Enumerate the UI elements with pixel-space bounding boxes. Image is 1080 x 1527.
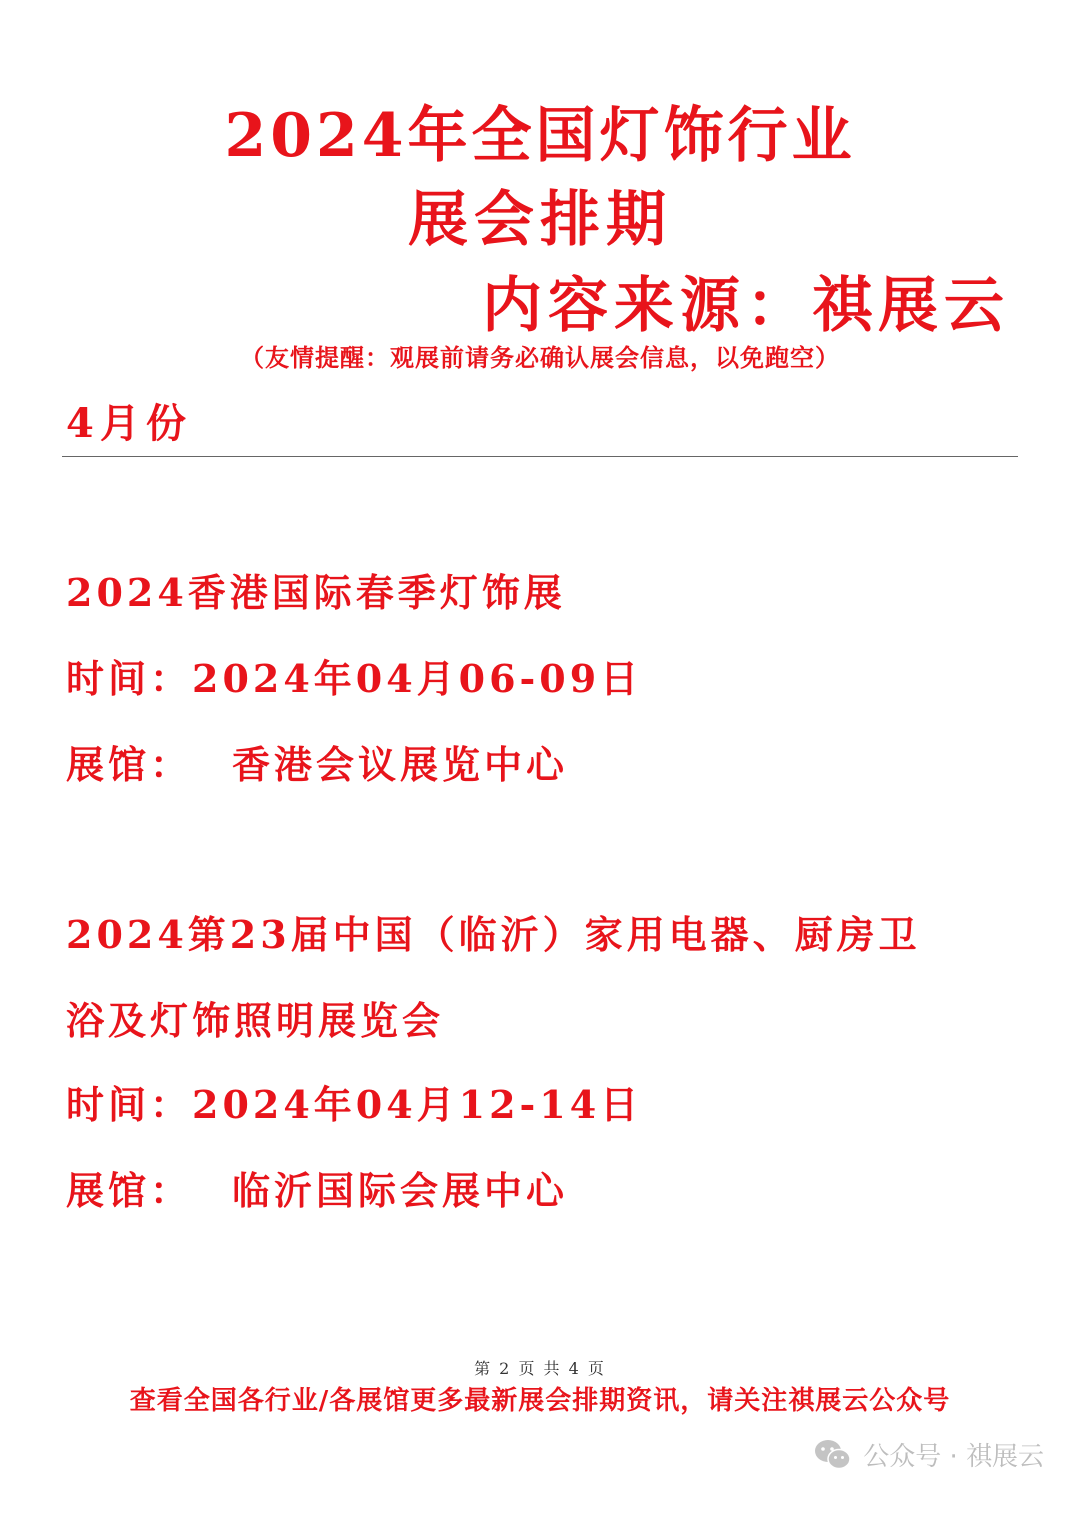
exhibition-1-time: 时间：2024年04月06-09日	[66, 656, 643, 701]
page-title: 2024年全国灯饰行业	[224, 101, 856, 171]
watermark-text: 公众号 · 祺展云	[863, 1442, 1044, 1472]
month-heading: 4月份	[66, 400, 192, 447]
exhibition-2-name-line2: 浴及灯饰照明展览会	[66, 998, 445, 1043]
exhibition-2-time: 时间：2024年04月12-14日	[66, 1082, 643, 1127]
exhibition-1-venue-row	[66, 734, 568, 789]
wechat-icon	[813, 1438, 853, 1472]
exhibition-2-venue-label: 展馆：	[66, 1168, 193, 1213]
exhibition-1-name: 2024香港国际春季灯饰展	[66, 570, 566, 615]
exhibition-2-venue: 临沂国际会展中心	[232, 1168, 569, 1213]
page-number: 第 2 页 共 4 页	[474, 1359, 606, 1378]
exhibition-2-name-line1: 2024第23届中国（临沂）家用电器、厨房卫	[66, 912, 921, 957]
watermark	[813, 1436, 1044, 1473]
exhibition-1-venue: 香港会议展览中心	[232, 742, 569, 787]
content-source: 内容来源：祺展云	[482, 271, 1010, 341]
exhibition-1-venue-label: 展馆：	[66, 742, 193, 787]
section-divider	[62, 456, 1018, 457]
friendly-reminder: （友情提醒：观展前请务必确认展会信息，以免跑空）	[240, 343, 840, 372]
footer-note: 查看全国各行业/各展馆更多最新展会排期资讯，请关注祺展云公众号	[129, 1386, 951, 1416]
exhibition-2-venue-row	[66, 1160, 568, 1215]
page-subtitle: 展会排期	[408, 185, 672, 255]
